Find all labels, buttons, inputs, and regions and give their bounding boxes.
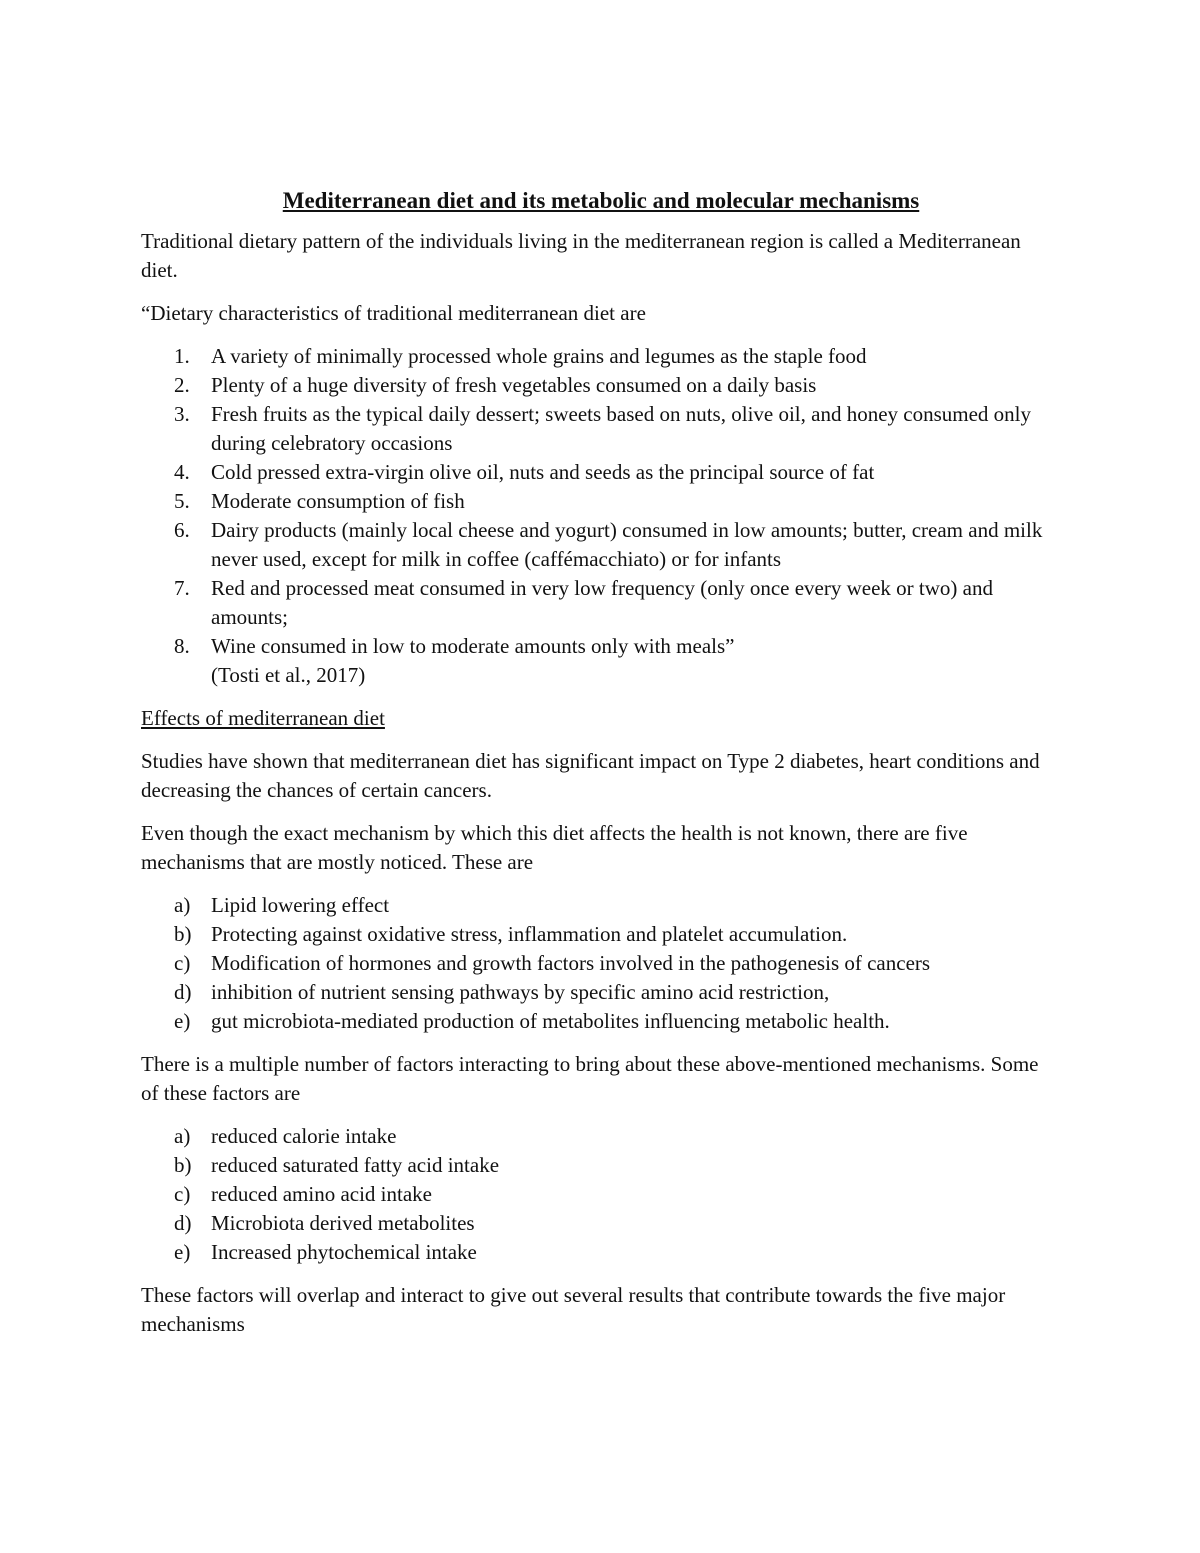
list-item-text: Moderate consumption of fish: [211, 489, 465, 513]
characteristics-list: [141, 342, 1061, 661]
list-marker: 2.: [174, 373, 190, 397]
list-item-text: Wine consumed in low to moderate amounts only with meals”: [211, 634, 735, 658]
list-item: [141, 574, 1061, 632]
list-marker: c): [174, 1182, 191, 1206]
list-marker: b): [174, 922, 192, 946]
list-item: [141, 978, 1061, 1007]
list-item-text: A variety of minimally processed whole grains and legumes as the staple food: [211, 344, 867, 368]
list-item: [141, 632, 1061, 661]
list-item-text: Cold pressed extra-virgin olive oil, nuts and seeds as the principal source of fat: [211, 460, 875, 484]
list-item-text: reduced amino acid intake: [211, 1182, 432, 1206]
list-item-text: Fresh fruits as the typical daily dessert; sweets based on nuts, olive oil, and honey consumed only during celebratory occasions: [211, 402, 1032, 455]
list-item: [141, 1238, 1061, 1267]
mechanisms-lead: Even though the exact mechanism by which this diet affects the health is not known, there are five mechanisms that are mostly noticed. These are: [141, 821, 968, 874]
document-body: [141, 186, 1061, 1353]
list-marker: a): [174, 893, 191, 917]
mechanisms-list: [141, 891, 1061, 1036]
list-marker: 8.: [174, 634, 190, 658]
list-marker: 4.: [174, 460, 190, 484]
section-heading-effects: Effects of mediterranean diet: [141, 706, 385, 730]
list-item: [141, 516, 1061, 574]
list-item: [141, 371, 1061, 400]
list-marker: 5.: [174, 489, 190, 513]
factors-lead: There is a multiple number of factors interacting to bring about these above-mentioned mechanisms. Some of these factors are: [141, 1052, 1039, 1105]
list-item: [141, 1007, 1061, 1036]
list-item-text: Protecting against oxidative stress, inflammation and platelet accumulation.: [211, 922, 848, 946]
list-item-text: reduced saturated fatty acid intake: [211, 1153, 500, 1177]
list-item-text: gut microbiota-mediated production of metabolites influencing metabolic health.: [211, 1009, 890, 1033]
list-item: [141, 1209, 1061, 1238]
list-item-text: reduced calorie intake: [211, 1124, 397, 1148]
list-item: [141, 1122, 1061, 1151]
list-item: [141, 1151, 1061, 1180]
list-item-text: Red and processed meat consumed in very low frequency (only once every week or two) and amounts;: [211, 576, 993, 629]
list-marker: b): [174, 1153, 192, 1177]
list-marker: c): [174, 951, 191, 975]
list-marker: e): [174, 1240, 191, 1264]
list-item-text: Increased phytochemical intake: [211, 1240, 477, 1264]
list-marker: d): [174, 1211, 192, 1235]
closing-paragraph: These factors will overlap and interact to give out several results that contribute towards the five major mechanisms: [141, 1283, 1006, 1336]
list-item-text: Modification of hormones and growth factors involved in the pathogenesis of cancers: [211, 951, 931, 975]
list-item: [141, 400, 1061, 458]
list-marker: e): [174, 1009, 191, 1033]
intro-paragraph: Traditional dietary pattern of the individuals living in the mediterranean region is called a Mediterranean diet.: [141, 229, 1021, 282]
list-item-text: Dairy products (mainly local cheese and yogurt) consumed in low amounts; butter, cream and milk never used, except for milk in coffee (caffémacchiato) or for infants: [211, 518, 1043, 571]
list-item-text: inhibition of nutrient sensing pathways by specific amino acid restriction,: [211, 980, 830, 1004]
document-title: Mediterranean diet and its metabolic and molecular mechanisms: [282, 188, 920, 213]
list-item: [141, 342, 1061, 371]
list-marker: d): [174, 980, 192, 1004]
list-marker: 6.: [174, 518, 190, 542]
list-item: [141, 920, 1061, 949]
list-marker: 1.: [174, 344, 190, 368]
list-item: [141, 949, 1061, 978]
list-marker: 7.: [174, 576, 190, 600]
list-item: [141, 487, 1061, 516]
list-item-text: Microbiota derived metabolites: [211, 1211, 475, 1235]
list-item-text: Plenty of a huge diversity of fresh vegetables consumed on a daily basis: [211, 373, 817, 397]
effects-paragraph: Studies have shown that mediterranean diet has significant impact on Type 2 diabetes, heart conditions and decreasing the chances of certain cancers.: [141, 749, 1040, 802]
citation: (Tosti et al., 2017): [211, 663, 366, 687]
characteristics-lead: “Dietary characteristics of traditional mediterranean diet are: [141, 301, 646, 325]
list-item-text: Lipid lowering effect: [211, 893, 390, 917]
list-item: [141, 891, 1061, 920]
factors-list: [141, 1122, 1061, 1267]
list-marker: 3.: [174, 402, 190, 426]
list-item: [141, 1180, 1061, 1209]
list-item: [141, 458, 1061, 487]
list-marker: a): [174, 1124, 191, 1148]
